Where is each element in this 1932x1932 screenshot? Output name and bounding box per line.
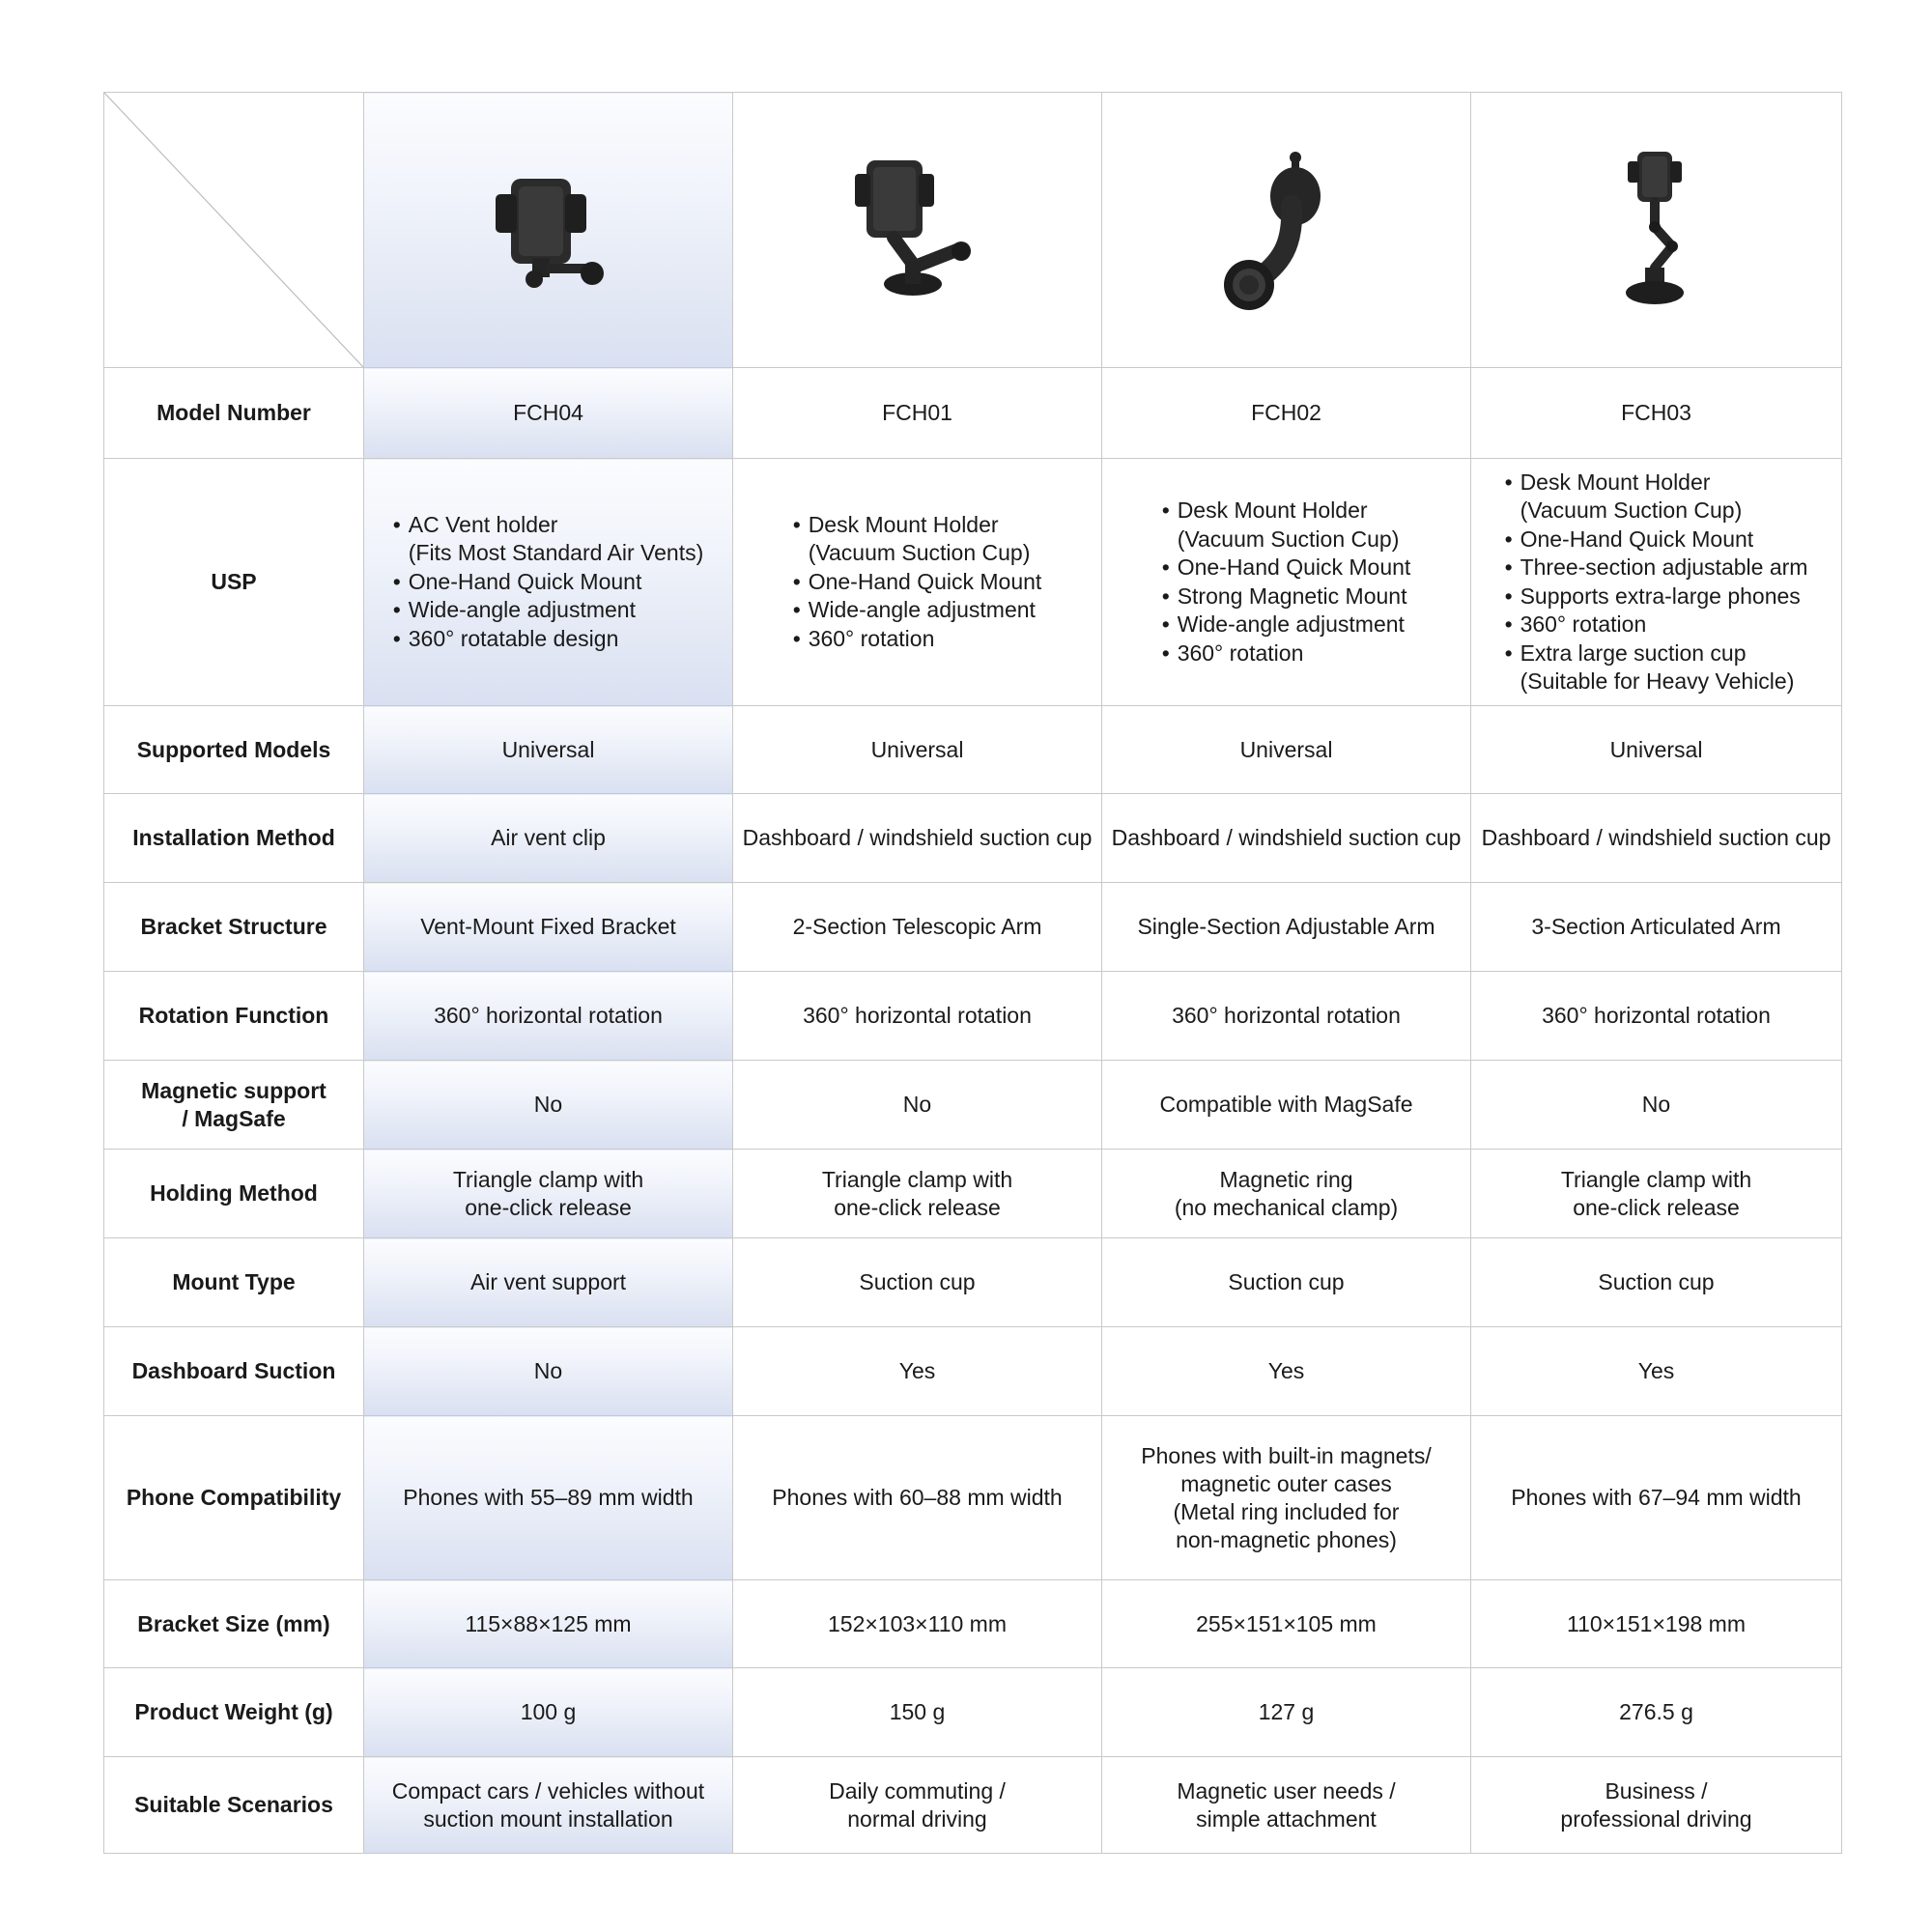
- cell-value: Universal: [364, 706, 733, 794]
- cell-value: 360° horizontal rotation: [1102, 972, 1471, 1061]
- row-label: Supported Models: [104, 706, 364, 794]
- usp-list: [393, 511, 704, 654]
- vent-mount-holder-icon: [476, 167, 621, 293]
- usp-item: • Supports extra-large phones: [1505, 582, 1808, 611]
- usp-list: [1505, 469, 1808, 696]
- cell-value: Dashboard / windshield suction cup: [1471, 794, 1842, 883]
- cell-value: 360° horizontal rotation: [1471, 972, 1842, 1061]
- usp-item: • One-Hand Quick Mount: [393, 568, 704, 597]
- usp-list: [793, 511, 1042, 654]
- cell-value: Magnetic ring (no mechanical clamp): [1102, 1150, 1471, 1238]
- cell-value: Daily commuting / normal driving: [733, 1757, 1102, 1854]
- usp-item: • Wide-angle adjustment: [393, 596, 704, 625]
- usp-item: • Wide-angle adjustment: [793, 596, 1042, 625]
- usp-item: • Desk Mount Holder (Vacuum Suction Cup): [1162, 497, 1411, 554]
- diagonal-divider: [104, 93, 363, 367]
- usp-item: • Extra large suction cup (Suitable for Heavy Vehicle): [1505, 639, 1808, 696]
- row-suitable-scenarios: [104, 1757, 1842, 1854]
- usp-item: • 360° rotation: [1505, 611, 1808, 639]
- cell-value: 110×151×198 mm: [1471, 1580, 1842, 1668]
- row-supported-models: [104, 706, 1842, 794]
- row-label: Bracket Structure: [104, 883, 364, 972]
- cell-value: No: [1471, 1061, 1842, 1150]
- cell-value: 255×151×105 mm: [1102, 1580, 1471, 1668]
- cell-value: 3-Section Articulated Arm: [1471, 883, 1842, 972]
- row-label: Magnetic support / MagSafe: [104, 1061, 364, 1150]
- cell-value: Compatible with MagSafe: [1102, 1061, 1471, 1150]
- row-phone-compatibility: [104, 1416, 1842, 1580]
- cell-value: Yes: [1102, 1327, 1471, 1416]
- cell-value: Dashboard / windshield suction cup: [1102, 794, 1471, 883]
- comparison-table: [103, 92, 1842, 1854]
- row-label: Model Number: [104, 368, 364, 459]
- row-label: Bracket Size (mm): [104, 1580, 364, 1668]
- cell-value: Phones with 55–89 mm width: [364, 1416, 733, 1580]
- usp-item: • Wide-angle adjustment: [1162, 611, 1411, 639]
- row-holding-method: [104, 1150, 1842, 1238]
- corner-cell: [104, 93, 364, 368]
- cell-value: 127 g: [1102, 1668, 1471, 1757]
- usp-item: • One-Hand Quick Mount: [1505, 526, 1808, 554]
- row-label: Phone Compatibility: [104, 1416, 364, 1580]
- usp-item: • Desk Mount Holder (Vacuum Suction Cup): [1505, 469, 1808, 526]
- usp-item: • Three-section adjustable arm: [1505, 554, 1808, 582]
- cell-value: Suction cup: [733, 1238, 1102, 1327]
- usp-fch02: [1102, 459, 1471, 706]
- cell-value: Yes: [1471, 1327, 1842, 1416]
- product-image-fch04: [364, 93, 733, 368]
- cell-value: Triangle clamp with one-click release: [1471, 1150, 1842, 1238]
- image-row: [104, 93, 1842, 368]
- cell-value: No: [364, 1327, 733, 1416]
- usp-item: • Desk Mount Holder (Vacuum Suction Cup): [793, 511, 1042, 568]
- cell-value: 150 g: [733, 1668, 1102, 1757]
- usp-list: [1162, 497, 1411, 668]
- usp-fch04: [364, 459, 733, 706]
- cell-value: 100 g: [364, 1668, 733, 1757]
- row-installation-method: [104, 794, 1842, 883]
- row-product-weight: [104, 1668, 1842, 1757]
- row-mount-type: [104, 1238, 1842, 1327]
- row-model-number: [104, 368, 1842, 459]
- cell-value: Universal: [1102, 706, 1471, 794]
- cell-value: Phones with 67–94 mm width: [1471, 1416, 1842, 1580]
- cell-value: Triangle clamp with one-click release: [733, 1150, 1102, 1238]
- cell-value: No: [364, 1061, 733, 1150]
- cell-value: Dashboard / windshield suction cup: [733, 794, 1102, 883]
- row-label: Rotation Function: [104, 972, 364, 1061]
- row-label: Product Weight (g): [104, 1668, 364, 1757]
- cell-value: Magnetic user needs / simple attachment: [1102, 1757, 1471, 1854]
- magnetic-ring-holder-icon: [1214, 148, 1359, 312]
- cell-value: Triangle clamp with one-click release: [364, 1150, 733, 1238]
- usp-item: • 360° rotation: [793, 625, 1042, 654]
- usp-fch01: [733, 459, 1102, 706]
- cell-value: 276.5 g: [1471, 1668, 1842, 1757]
- usp-item: • Strong Magnetic Mount: [1162, 582, 1411, 611]
- model-fch04: FCH04: [364, 368, 733, 459]
- model-fch02: FCH02: [1102, 368, 1471, 459]
- model-fch03: FCH03: [1471, 368, 1842, 459]
- row-label: Mount Type: [104, 1238, 364, 1327]
- cell-value: Suction cup: [1102, 1238, 1471, 1327]
- row-label: Holding Method: [104, 1150, 364, 1238]
- cell-value: Air vent clip: [364, 794, 733, 883]
- cell-value: Compact cars / vehicles without suction mount installation: [364, 1757, 733, 1854]
- usp-item: • 360° rotation: [1162, 639, 1411, 668]
- usp-item: • AC Vent holder (Fits Most Standard Air Vents): [393, 511, 704, 568]
- cell-value: 2-Section Telescopic Arm: [733, 883, 1102, 972]
- cell-value: Universal: [733, 706, 1102, 794]
- row-label: Dashboard Suction: [104, 1327, 364, 1416]
- cell-value: 360° horizontal rotation: [733, 972, 1102, 1061]
- cell-value: 115×88×125 mm: [364, 1580, 733, 1668]
- usp-item: • One-Hand Quick Mount: [1162, 554, 1411, 582]
- cell-value: Suction cup: [1471, 1238, 1842, 1327]
- row-rotation-function: [104, 972, 1842, 1061]
- product-image-fch02: [1102, 93, 1471, 368]
- model-fch01: FCH01: [733, 368, 1102, 459]
- cell-value: No: [733, 1061, 1102, 1150]
- row-dashboard-suction: [104, 1327, 1842, 1416]
- row-label: Suitable Scenarios: [104, 1757, 364, 1854]
- row-label: Installation Method: [104, 794, 364, 883]
- row-label: USP: [104, 459, 364, 706]
- product-image-fch01: [733, 93, 1102, 368]
- row-bracket-size: [104, 1580, 1842, 1668]
- cell-value: Vent-Mount Fixed Bracket: [364, 883, 733, 972]
- cell-value: 152×103×110 mm: [733, 1580, 1102, 1668]
- product-image-fch03: [1471, 93, 1842, 368]
- cell-value: Yes: [733, 1327, 1102, 1416]
- cell-value: Universal: [1471, 706, 1842, 794]
- row-usp: [104, 459, 1842, 706]
- cell-value: 360° horizontal rotation: [364, 972, 733, 1061]
- cell-value: Phones with built-in magnets/ magnetic outer cases (Metal ring included for non-magnetic phones): [1102, 1416, 1471, 1580]
- articulated-arm-holder-icon: [1599, 148, 1715, 312]
- row-magnetic-support: [104, 1061, 1842, 1150]
- row-bracket-structure: [104, 883, 1842, 972]
- usp-item: • 360° rotatable design: [393, 625, 704, 654]
- cell-value: Single-Section Adjustable Arm: [1102, 883, 1471, 972]
- usp-item: • One-Hand Quick Mount: [793, 568, 1042, 597]
- usp-fch03: [1471, 459, 1842, 706]
- cell-value: Air vent support: [364, 1238, 733, 1327]
- cell-value: Business / professional driving: [1471, 1757, 1842, 1854]
- cell-value: Phones with 60–88 mm width: [733, 1416, 1102, 1580]
- telescopic-arm-holder-icon: [845, 153, 990, 307]
